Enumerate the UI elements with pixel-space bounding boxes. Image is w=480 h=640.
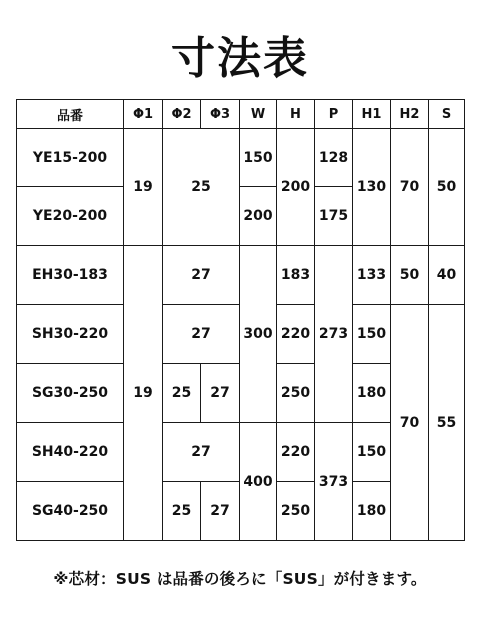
s-cell: 55 — [429, 305, 465, 541]
header-phi2: Φ2 — [163, 100, 201, 129]
s-cell: 40 — [429, 246, 465, 305]
model-cell: SH30-220 — [17, 305, 124, 364]
footnote: ※芯材：SUS は品番の後ろに「SUS」が付きます。 — [53, 570, 427, 588]
phi23-cell: 27 — [163, 246, 240, 305]
w-cell: 200 — [240, 187, 277, 246]
s-cell: 50 — [429, 129, 465, 246]
header-h: H — [277, 100, 315, 129]
model-cell: SG40-250 — [17, 482, 124, 541]
phi23-cell: 27 — [163, 305, 240, 364]
header-h1: H1 — [353, 100, 391, 129]
h1-cell: 150 — [353, 305, 391, 364]
header-phi1: Φ1 — [124, 100, 163, 129]
p-cell: 273 — [315, 246, 353, 423]
table-row — [17, 246, 465, 305]
header-s: S — [429, 100, 465, 129]
h-cell: 220 — [277, 305, 315, 364]
table-row — [17, 129, 465, 187]
page-title: 寸法表 — [171, 33, 309, 84]
h1-cell: 150 — [353, 423, 391, 482]
w-cell: 300 — [240, 246, 277, 423]
model-cell: EH30-183 — [17, 246, 124, 305]
header-w: W — [240, 100, 277, 129]
h1-cell: 130 — [353, 129, 391, 246]
phi23-cell: 27 — [163, 423, 240, 482]
h1-cell: 180 — [353, 364, 391, 423]
h2-cell: 70 — [391, 305, 429, 541]
h-cell: 183 — [277, 246, 315, 305]
h-cell: 220 — [277, 423, 315, 482]
h2-cell: 50 — [391, 246, 429, 305]
model-cell: YE20-200 — [17, 187, 124, 246]
phi3-cell: 27 — [201, 482, 240, 541]
h-cell: 250 — [277, 364, 315, 423]
model-cell: YE15-200 — [17, 129, 124, 187]
h-cell: 250 — [277, 482, 315, 541]
p-cell: 373 — [315, 423, 353, 541]
h-cell: 200 — [277, 129, 315, 246]
h1-cell: 133 — [353, 246, 391, 305]
header-row — [17, 100, 465, 129]
h2-cell: 70 — [391, 129, 429, 246]
header-phi3: Φ3 — [201, 100, 240, 129]
model-cell: SG30-250 — [17, 364, 124, 423]
dimension-table — [16, 99, 465, 541]
header-h2: H2 — [391, 100, 429, 129]
phi2-cell: 25 — [163, 364, 201, 423]
w-cell: 150 — [240, 129, 277, 187]
header-model: 品番 — [17, 100, 124, 129]
phi1-cell: 19 — [124, 129, 163, 246]
phi23-cell: 25 — [163, 129, 240, 246]
p-cell: 175 — [315, 187, 353, 246]
model-cell: SH40-220 — [17, 423, 124, 482]
phi2-cell: 25 — [163, 482, 201, 541]
h1-cell: 180 — [353, 482, 391, 541]
phi3-cell: 27 — [201, 364, 240, 423]
w-cell: 400 — [240, 423, 277, 541]
header-p: P — [315, 100, 353, 129]
p-cell: 128 — [315, 129, 353, 187]
phi1-cell: 19 — [124, 246, 163, 541]
